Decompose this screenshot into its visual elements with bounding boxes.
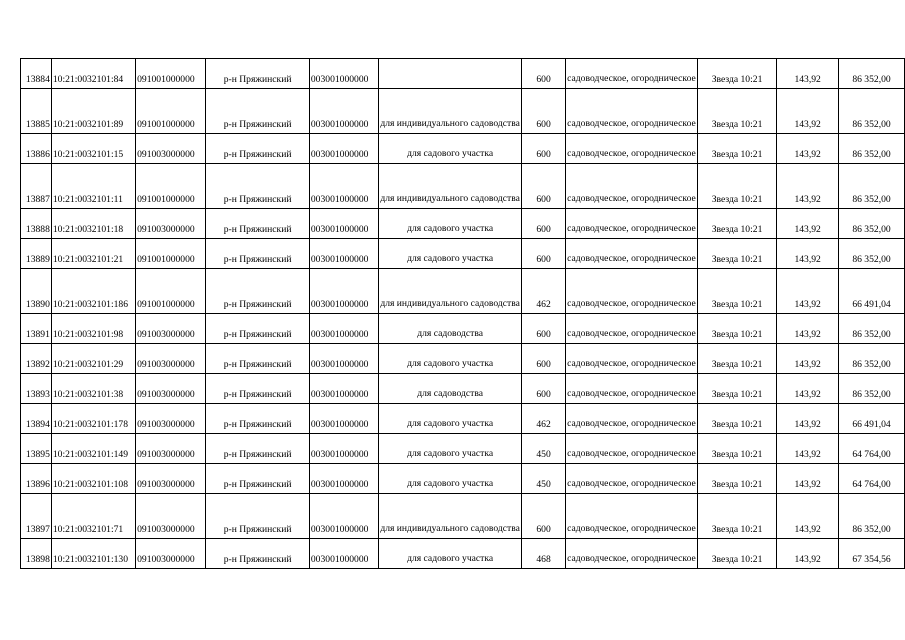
specific-value: 143,92 <box>777 89 839 134</box>
row-number: 13885 <box>21 89 52 134</box>
row-number: 13884 <box>21 59 52 89</box>
okato-code: 091003000000 <box>136 404 206 434</box>
area: 600 <box>521 209 565 239</box>
locality-code: 003001000000 <box>309 464 378 494</box>
cadastral-number: 10:21:0032101:130 <box>51 539 135 569</box>
specific-value: 143,92 <box>777 494 839 539</box>
district: р-н Пряжинский <box>206 209 310 239</box>
permitted-use: для садового участка <box>379 344 522 374</box>
table-row <box>21 434 905 464</box>
valuation-zone: Звезда 10:21 <box>697 59 777 89</box>
district: р-н Пряжинский <box>206 464 310 494</box>
land-plots-table <box>20 58 905 569</box>
land-category: садоводческое, огородническое <box>566 89 698 134</box>
land-category: садоводческое, огородническое <box>566 434 698 464</box>
cadastral-value: 86 352,00 <box>839 239 905 269</box>
cadastral-number: 10:21:0032101:178 <box>51 404 135 434</box>
locality-code: 003001000000 <box>309 434 378 464</box>
cadastral-value: 66 491,04 <box>839 404 905 434</box>
valuation-zone: Звезда 10:21 <box>697 434 777 464</box>
permitted-use: для индивидуального садоводства <box>379 269 522 314</box>
land-category: садоводческое, огородническое <box>566 374 698 404</box>
cadastral-value: 86 352,00 <box>839 134 905 164</box>
district: р-н Пряжинский <box>206 434 310 464</box>
cadastral-number: 10:21:0032101:11 <box>51 164 135 209</box>
district: р-н Пряжинский <box>206 539 310 569</box>
specific-value: 143,92 <box>777 164 839 209</box>
cadastral-value: 64 764,00 <box>839 434 905 464</box>
locality-code: 003001000000 <box>309 164 378 209</box>
permitted-use: для садоводства <box>379 374 522 404</box>
okato-code: 091003000000 <box>136 464 206 494</box>
permitted-use: для садового участка <box>379 134 522 164</box>
specific-value: 143,92 <box>777 374 839 404</box>
row-number: 13892 <box>21 344 52 374</box>
specific-value: 143,92 <box>777 539 839 569</box>
district: р-н Пряжинский <box>206 164 310 209</box>
cadastral-value: 66 491,04 <box>839 269 905 314</box>
land-category: садоводческое, огородническое <box>566 239 698 269</box>
specific-value: 143,92 <box>777 59 839 89</box>
okato-code: 091003000000 <box>136 314 206 344</box>
row-number: 13888 <box>21 209 52 239</box>
permitted-use: для садового участка <box>379 539 522 569</box>
permitted-use: для садового участка <box>379 404 522 434</box>
district: р-н Пряжинский <box>206 89 310 134</box>
cadastral-value: 86 352,00 <box>839 314 905 344</box>
valuation-zone: Звезда 10:21 <box>697 404 777 434</box>
district: р-н Пряжинский <box>206 344 310 374</box>
table-row <box>21 344 905 374</box>
okato-code: 091003000000 <box>136 134 206 164</box>
area: 468 <box>521 539 565 569</box>
row-number: 13893 <box>21 374 52 404</box>
valuation-zone: Звезда 10:21 <box>697 134 777 164</box>
area: 600 <box>521 344 565 374</box>
table-row <box>21 164 905 209</box>
land-category: садоводческое, огородническое <box>566 59 698 89</box>
district: р-н Пряжинский <box>206 404 310 434</box>
locality-code: 003001000000 <box>309 314 378 344</box>
area: 600 <box>521 89 565 134</box>
okato-code: 091003000000 <box>136 374 206 404</box>
specific-value: 143,92 <box>777 344 839 374</box>
valuation-zone: Звезда 10:21 <box>697 239 777 269</box>
valuation-zone: Звезда 10:21 <box>697 269 777 314</box>
valuation-zone: Звезда 10:21 <box>697 494 777 539</box>
locality-code: 003001000000 <box>309 89 378 134</box>
cadastral-value: 64 764,00 <box>839 464 905 494</box>
cadastral-number: 10:21:0032101:186 <box>51 269 135 314</box>
row-number: 13896 <box>21 464 52 494</box>
locality-code: 003001000000 <box>309 404 378 434</box>
table-row <box>21 314 905 344</box>
okato-code: 091001000000 <box>136 164 206 209</box>
valuation-zone: Звезда 10:21 <box>697 539 777 569</box>
row-number: 13897 <box>21 494 52 539</box>
cadastral-value: 86 352,00 <box>839 164 905 209</box>
cadastral-number: 10:21:0032101:71 <box>51 494 135 539</box>
district: р-н Пряжинский <box>206 269 310 314</box>
cadastral-number: 10:21:0032101:98 <box>51 314 135 344</box>
row-number: 13898 <box>21 539 52 569</box>
okato-code: 091001000000 <box>136 269 206 314</box>
table-row <box>21 494 905 539</box>
row-number: 13887 <box>21 164 52 209</box>
area: 450 <box>521 464 565 494</box>
district: р-н Пряжинский <box>206 239 310 269</box>
okato-code: 091001000000 <box>136 59 206 89</box>
cadastral-value: 86 352,00 <box>839 494 905 539</box>
land-category: садоводческое, огородническое <box>566 134 698 164</box>
table-row <box>21 59 905 89</box>
cadastral-number: 10:21:0032101:38 <box>51 374 135 404</box>
cadastral-number: 10:21:0032101:149 <box>51 434 135 464</box>
cadastral-number: 10:21:0032101:18 <box>51 209 135 239</box>
table-row <box>21 239 905 269</box>
area: 462 <box>521 404 565 434</box>
locality-code: 003001000000 <box>309 269 378 314</box>
okato-code: 091003000000 <box>136 494 206 539</box>
permitted-use: для садового участка <box>379 239 522 269</box>
specific-value: 143,92 <box>777 314 839 344</box>
locality-code: 003001000000 <box>309 59 378 89</box>
cadastral-number: 10:21:0032101:15 <box>51 134 135 164</box>
cadastral-value: 86 352,00 <box>839 59 905 89</box>
specific-value: 143,92 <box>777 269 839 314</box>
okato-code: 091001000000 <box>136 239 206 269</box>
area: 462 <box>521 269 565 314</box>
permitted-use <box>379 59 522 89</box>
permitted-use: для садового участка <box>379 464 522 494</box>
cadastral-number: 10:21:0032101:89 <box>51 89 135 134</box>
land-category: садоводческое, огородническое <box>566 314 698 344</box>
land-category: садоводческое, огородническое <box>566 209 698 239</box>
locality-code: 003001000000 <box>309 374 378 404</box>
cadastral-number: 10:21:0032101:108 <box>51 464 135 494</box>
valuation-zone: Звезда 10:21 <box>697 464 777 494</box>
locality-code: 003001000000 <box>309 539 378 569</box>
district: р-н Пряжинский <box>206 494 310 539</box>
valuation-zone: Звезда 10:21 <box>697 89 777 134</box>
cadastral-number: 10:21:0032101:84 <box>51 59 135 89</box>
cadastral-value: 86 352,00 <box>839 374 905 404</box>
table-row <box>21 269 905 314</box>
permitted-use: для садового участка <box>379 209 522 239</box>
row-number: 13894 <box>21 404 52 434</box>
land-category: садоводческое, огородническое <box>566 404 698 434</box>
permitted-use: для индивидуального садоводства <box>379 89 522 134</box>
land-category: садоводческое, огородническое <box>566 539 698 569</box>
land-category: садоводческое, огородническое <box>566 494 698 539</box>
area: 600 <box>521 239 565 269</box>
area: 600 <box>521 164 565 209</box>
district: р-н Пряжинский <box>206 134 310 164</box>
specific-value: 143,92 <box>777 464 839 494</box>
cadastral-value: 67 354,56 <box>839 539 905 569</box>
table-row <box>21 374 905 404</box>
land-category: садоводческое, огородническое <box>566 344 698 374</box>
okato-code: 091003000000 <box>136 434 206 464</box>
row-number: 13895 <box>21 434 52 464</box>
table-row <box>21 89 905 134</box>
cadastral-value: 86 352,00 <box>839 209 905 239</box>
area: 600 <box>521 314 565 344</box>
district: р-н Пряжинский <box>206 374 310 404</box>
land-category: садоводческое, огородническое <box>566 164 698 209</box>
table-body <box>21 59 905 569</box>
okato-code: 091001000000 <box>136 89 206 134</box>
row-number: 13889 <box>21 239 52 269</box>
specific-value: 143,92 <box>777 239 839 269</box>
specific-value: 143,92 <box>777 434 839 464</box>
valuation-zone: Звезда 10:21 <box>697 209 777 239</box>
table-row <box>21 209 905 239</box>
cadastral-value: 86 352,00 <box>839 89 905 134</box>
table-row <box>21 539 905 569</box>
permitted-use: для индивидуального садоводства <box>379 494 522 539</box>
district: р-н Пряжинский <box>206 314 310 344</box>
valuation-zone: Звезда 10:21 <box>697 344 777 374</box>
specific-value: 143,92 <box>777 209 839 239</box>
area: 600 <box>521 494 565 539</box>
locality-code: 003001000000 <box>309 344 378 374</box>
row-number: 13891 <box>21 314 52 344</box>
specific-value: 143,92 <box>777 134 839 164</box>
cadastral-number: 10:21:0032101:29 <box>51 344 135 374</box>
table-row <box>21 404 905 434</box>
permitted-use: для индивидуального садоводства <box>379 164 522 209</box>
valuation-zone: Звезда 10:21 <box>697 164 777 209</box>
valuation-zone: Звезда 10:21 <box>697 374 777 404</box>
permitted-use: для садоводства <box>379 314 522 344</box>
land-category: садоводческое, огородническое <box>566 464 698 494</box>
area: 600 <box>521 59 565 89</box>
permitted-use: для садового участка <box>379 434 522 464</box>
okato-code: 091003000000 <box>136 539 206 569</box>
table-row <box>21 134 905 164</box>
okato-code: 091003000000 <box>136 344 206 374</box>
district: р-н Пряжинский <box>206 59 310 89</box>
locality-code: 003001000000 <box>309 239 378 269</box>
area: 450 <box>521 434 565 464</box>
area: 600 <box>521 374 565 404</box>
land-category: садоводческое, огородническое <box>566 269 698 314</box>
locality-code: 003001000000 <box>309 134 378 164</box>
valuation-zone: Звезда 10:21 <box>697 314 777 344</box>
locality-code: 003001000000 <box>309 494 378 539</box>
cadastral-value: 86 352,00 <box>839 344 905 374</box>
table-row <box>21 464 905 494</box>
row-number: 13886 <box>21 134 52 164</box>
specific-value: 143,92 <box>777 404 839 434</box>
area: 600 <box>521 134 565 164</box>
cadastral-number: 10:21:0032101:21 <box>51 239 135 269</box>
okato-code: 091003000000 <box>136 209 206 239</box>
row-number: 13890 <box>21 269 52 314</box>
locality-code: 003001000000 <box>309 209 378 239</box>
